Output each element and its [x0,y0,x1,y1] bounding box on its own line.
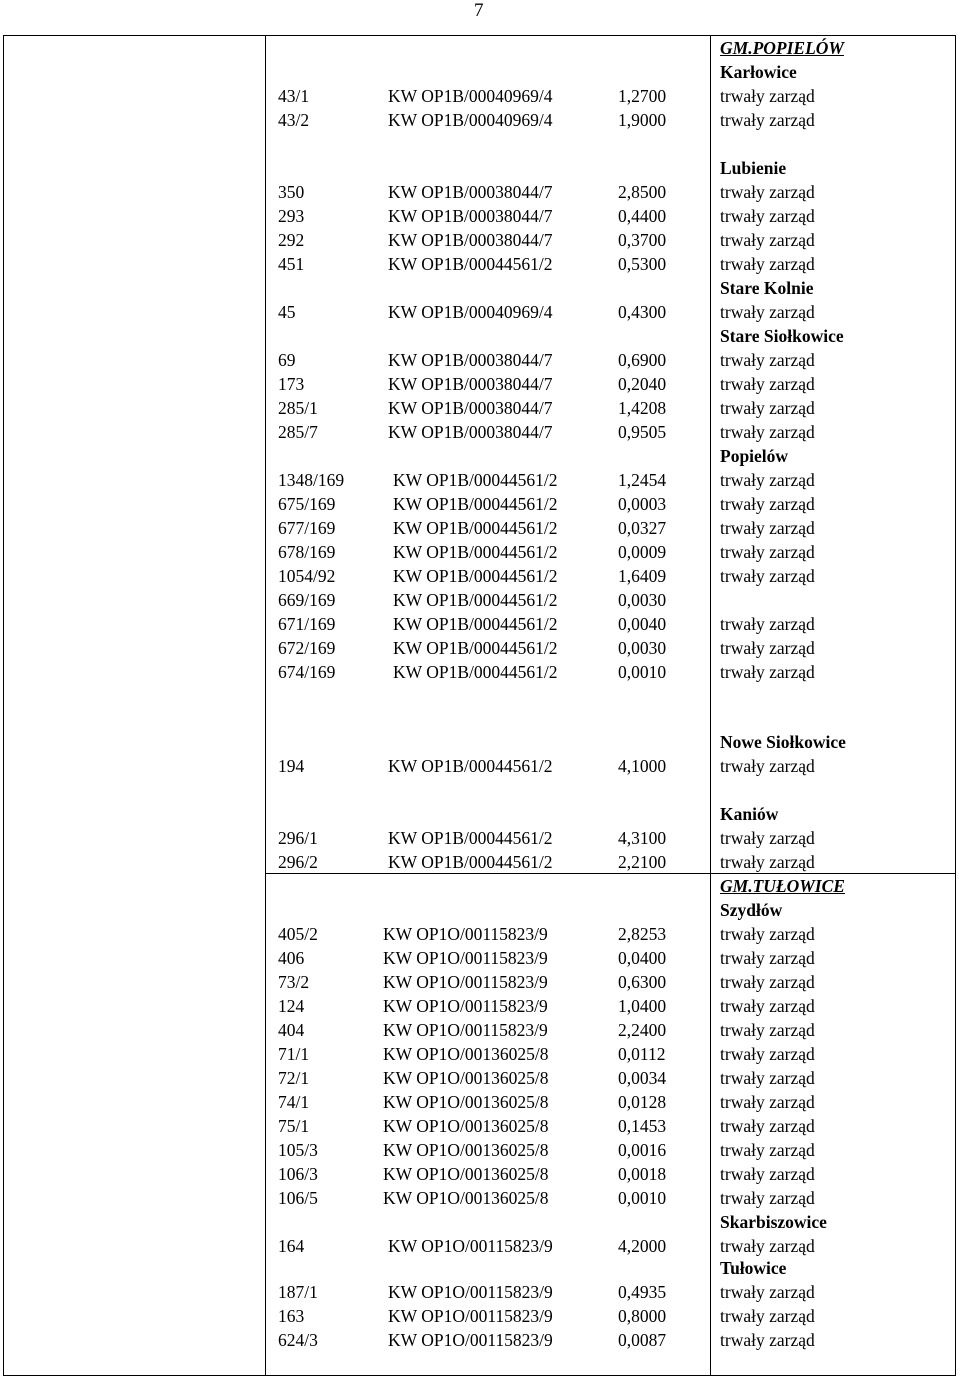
area-value: 0,0010 [618,662,667,682]
area-value: 0,0018 [618,1164,667,1184]
parcel-number: 672/169 [278,638,336,658]
locality-heading: Karłowice [720,62,797,82]
land-register-number: KW OP1B/00040969/4 [388,302,553,322]
column-divider-right [710,35,711,1376]
parcel-number: 187/1 [278,1282,318,1302]
parcel-number: 350 [278,182,305,202]
status-text: trwały zarząd [720,206,815,226]
locality-heading: Lubienie [720,158,787,178]
land-register-number: KW OP1O/00115823/9 [383,948,548,968]
gmina-heading: GM.TUŁOWICE [720,876,845,896]
land-register-number: KW OP1B/00040969/4 [388,110,553,130]
locality-heading: Szydłów [720,900,783,920]
land-register-number: KW OP1B/00038044/7 [388,182,553,202]
area-value: 0,6900 [618,350,667,370]
land-register-number: KW OP1B/00044561/2 [388,852,553,872]
area-value: 0,0087 [618,1330,667,1350]
land-register-number: KW OP1O/00115823/9 [383,924,548,944]
status-text: trwały zarząd [720,494,815,514]
status-text: trwały zarząd [720,1020,815,1040]
land-register-number: KW OP1B/00044561/2 [388,254,553,274]
status-text: trwały zarząd [720,1188,815,1208]
land-register-number: KW OP1B/00044561/2 [393,494,558,514]
status-text: trwały zarząd [720,852,815,872]
area-value: 2,2400 [618,1020,667,1040]
area-value: 0,0040 [618,614,667,634]
status-text: trwały zarząd [720,1330,815,1350]
status-text: trwały zarząd [720,230,815,250]
land-register-number: KW OP1O/00136025/8 [383,1092,549,1112]
area-value: 1,2454 [618,470,667,490]
land-register-number: KW OP1O/00136025/8 [383,1188,549,1208]
parcel-number: 404 [278,1020,305,1040]
area-value: 1,0400 [618,996,667,1016]
status-text: trwały zarząd [720,1282,815,1302]
parcel-number: 285/1 [278,398,318,418]
status-text: trwały zarząd [720,972,815,992]
parcel-number: 406 [278,948,305,968]
status-text: trwały zarząd [720,924,815,944]
locality-heading: Tułowice [720,1258,787,1278]
locality-heading: Skarbiszowice [720,1212,827,1232]
parcel-number: 292 [278,230,305,250]
parcel-number: 106/3 [278,1164,318,1184]
land-register-number: KW OP1B/00044561/2 [393,518,558,538]
land-register-number: KW OP1B/00038044/7 [388,350,553,370]
land-register-number: KW OP1B/00044561/2 [393,542,558,562]
land-register-number: KW OP1O/00136025/8 [383,1068,549,1088]
parcel-number: 105/3 [278,1140,318,1160]
land-register-number: KW OP1B/00040969/4 [388,86,553,106]
area-value: 4,2000 [618,1236,667,1256]
parcel-number: 72/1 [278,1068,310,1088]
area-value: 0,1453 [618,1116,667,1136]
land-register-number: KW OP1O/00115823/9 [383,972,548,992]
parcel-number: 69 [278,350,296,370]
locality-heading: Kaniów [720,804,779,824]
page-number: 7 [474,0,484,21]
area-value: 0,0016 [618,1140,667,1160]
parcel-number: 1054/92 [278,566,336,586]
parcel-number: 45 [278,302,296,322]
status-text: trwały zarząd [720,1236,815,1256]
status-text: trwały zarząd [720,566,815,586]
status-text: trwały zarząd [720,182,815,202]
parcel-number: 43/2 [278,110,310,130]
status-text: trwały zarząd [720,1044,815,1064]
area-value: 0,9505 [618,422,667,442]
column-divider-left [265,35,266,1376]
land-register-number: KW OP1B/00044561/2 [388,756,553,776]
area-value: 0,6300 [618,972,667,992]
land-register-number: KW OP1B/00044561/2 [393,614,558,634]
land-register-number: KW OP1O/00115823/9 [388,1236,553,1256]
status-text: trwały zarząd [720,996,815,1016]
area-value: 0,0327 [618,518,667,538]
land-register-number: KW OP1B/00044561/2 [393,638,558,658]
parcel-number: 173 [278,374,305,394]
land-register-number: KW OP1O/00136025/8 [383,1116,549,1136]
land-register-number: KW OP1B/00044561/2 [393,566,558,586]
parcel-number: 73/2 [278,972,310,992]
land-register-number: KW OP1B/00044561/2 [388,828,553,848]
status-text: trwały zarząd [720,422,815,442]
status-text: trwały zarząd [720,1068,815,1088]
locality-heading: Nowe Siołkowice [720,732,846,752]
status-text: trwały zarząd [720,638,815,658]
status-text: trwały zarząd [720,1140,815,1160]
parcel-number: 75/1 [278,1116,310,1136]
land-register-number: KW OP1B/00038044/7 [388,374,553,394]
status-text: trwały zarząd [720,254,815,274]
parcel-number: 675/169 [278,494,336,514]
status-text: trwały zarząd [720,86,815,106]
parcel-number: 296/1 [278,828,318,848]
land-register-number: KW OP1O/00136025/8 [383,1164,549,1184]
parcel-number: 106/5 [278,1188,318,1208]
parcel-number: 74/1 [278,1092,310,1112]
status-text: trwały zarząd [720,470,815,490]
land-register-number: KW OP1B/00038044/7 [388,230,553,250]
area-value: 1,4208 [618,398,667,418]
parcel-number: 296/2 [278,852,318,872]
area-value: 0,4935 [618,1282,667,1302]
status-text: trwały zarząd [720,1092,815,1112]
area-value: 0,8000 [618,1306,667,1326]
status-text: trwały zarząd [720,828,815,848]
area-value: 4,3100 [618,828,667,848]
parcel-number: 163 [278,1306,305,1326]
area-value: 0,0400 [618,948,667,968]
land-register-number: KW OP1B/00044561/2 [393,662,558,682]
area-value: 2,2100 [618,852,667,872]
area-value: 4,1000 [618,756,667,776]
area-value: 0,0112 [618,1044,666,1064]
area-value: 0,4300 [618,302,667,322]
area-value: 1,9000 [618,110,667,130]
land-register-number: KW OP1O/00115823/9 [388,1282,553,1302]
parcel-number: 124 [278,996,305,1016]
parcel-number: 669/169 [278,590,336,610]
parcel-number: 671/169 [278,614,336,634]
status-text: trwały zarząd [720,398,815,418]
status-text: trwały zarząd [720,374,815,394]
gmina-heading: GM.POPIELÓW [720,38,844,58]
area-value: 0,0030 [618,638,667,658]
parcel-number: 285/7 [278,422,318,442]
area-value: 2,8253 [618,924,667,944]
section-divider [265,873,956,874]
area-value: 0,0030 [618,590,667,610]
area-value: 0,0010 [618,1188,667,1208]
parcel-number: 674/169 [278,662,336,682]
parcel-number: 43/1 [278,86,310,106]
parcel-number: 451 [278,254,305,274]
parcel-number: 194 [278,756,305,776]
area-value: 0,0009 [618,542,667,562]
status-text: trwały zarząd [720,662,815,682]
parcel-number: 624/3 [278,1330,318,1350]
land-register-number: KW OP1B/00038044/7 [388,398,553,418]
area-value: 2,8500 [618,182,667,202]
land-register-number: KW OP1B/00044561/2 [393,470,558,490]
land-register-number: KW OP1O/00136025/8 [383,1044,549,1064]
parcel-number: 71/1 [278,1044,310,1064]
area-value: 0,0034 [618,1068,667,1088]
parcel-number: 405/2 [278,924,318,944]
status-text: trwały zarząd [720,350,815,370]
parcel-number: 293 [278,206,305,226]
area-value: 0,3700 [618,230,667,250]
parcel-number: 677/169 [278,518,336,538]
area-value: 0,0128 [618,1092,667,1112]
area-value: 0,5300 [618,254,667,274]
land-register-number: KW OP1O/00115823/9 [388,1330,553,1350]
land-register-number: KW OP1O/00115823/9 [383,1020,548,1040]
land-register-number: KW OP1B/00038044/7 [388,422,553,442]
land-register-number: KW OP1B/00044561/2 [393,590,558,610]
land-register-number: KW OP1O/00136025/8 [383,1140,549,1160]
area-value: 0,4400 [618,206,667,226]
locality-heading: Stare Siołkowice [720,326,844,346]
status-text: trwały zarząd [720,518,815,538]
status-text: trwały zarząd [720,756,815,776]
land-register-number: KW OP1B/00038044/7 [388,206,553,226]
status-text: trwały zarząd [720,1306,815,1326]
status-text: trwały zarząd [720,1116,815,1136]
parcel-number: 1348/169 [278,470,345,490]
parcel-number: 164 [278,1236,305,1256]
status-text: trwały zarząd [720,948,815,968]
area-value: 1,6409 [618,566,667,586]
land-register-number: KW OP1O/00115823/9 [388,1306,553,1326]
land-register-number: KW OP1O/00115823/9 [383,996,548,1016]
locality-heading: Stare Kolnie [720,278,814,298]
area-value: 1,2700 [618,86,667,106]
area-value: 0,0003 [618,494,667,514]
status-text: trwały zarząd [720,1164,815,1184]
status-text: trwały zarząd [720,110,815,130]
parcel-number: 678/169 [278,542,336,562]
status-text: trwały zarząd [720,542,815,562]
status-text: trwały zarząd [720,614,815,634]
locality-heading: Popielów [720,446,789,466]
area-value: 0,2040 [618,374,667,394]
status-text: trwały zarząd [720,302,815,322]
